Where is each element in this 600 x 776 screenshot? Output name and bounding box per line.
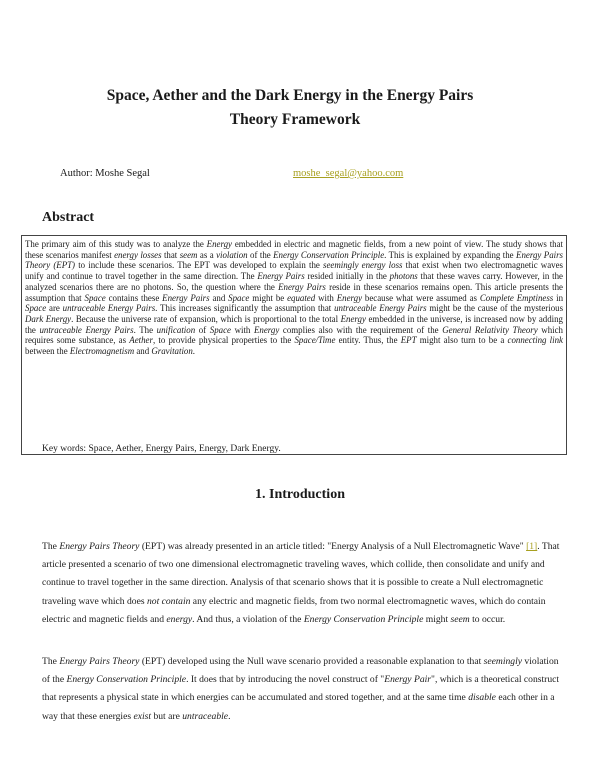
- keywords: Key words: Space, Aether, Energy Pairs, Energy, Dark Energy.: [42, 444, 281, 454]
- intro-paragraph-1: The Energy Pairs Theory (EPT) was already presented in an article titled: "Energy Analysis of a Null Electromagnetic Wave" [1]. That article presented a scenario of two one dimensional electromagnetic traveling waves, which collide, then consolidate and unify and continue to travel together in the same direction. Analysis of that scenario shows that it is possible to create a Null electromagnetic traveling wave which does not contain any electric and magnetic fields, from two normal electromagnetic waves, which do contain electric and magnetic fields and energy. And thus, a violation of the Energy Conservation Principle might seem to occur.: [42, 541, 560, 625]
- abstract-box: The primary aim of this study was to analyze the Energy embedded in electric and magnetic fields, from a new point of view. The study shows that these scenarios manifest energy losses that seem as a violation of the Energy Conservation Principle. This is explained by expanding the Energy Pairs Theory (EPT) to include these scenarios. The EPT was developed to explain the seemingly energy loss that exist when two electromagnetic waves unify and continue to travel together in the same direction. The Energy Pairs resided initially in the photons that these waves carry. However, in the analyzed scenarios there are no photons. So, the question where the Energy Pairs reside in these scenarios remains open. This article presents the assumption that Space contains these Energy Pairs and Space might be equated with Energy because what were assumed as Complete Emptiness in Space are untraceable Energy Pairs. This increases significantly the assumption that untraceable Energy Pairs might be the cause of the mysterious Dark Energy. Because the universe rate of expansion, which is proportional to the total Energy embedded in the universe, is increased now by adding the untraceable Energy Pairs. The unification of Space with Energy complies also with the requirement of the General Relativity Theory which requires some substance, as Aether, to provide physical properties to the Space/Time entity. Thus, the EPT might also turn to be a connecting link between the Electromagnetism and Gravitation.: [21, 235, 567, 455]
- paper-title: [20, 84, 560, 132]
- author-email-link[interactable]: moshe_segal@yahoo.com: [293, 168, 404, 179]
- abstract-heading: Abstract: [42, 210, 95, 225]
- section-heading-introduction: 1. Introduction: [255, 487, 345, 502]
- title-line-1: Space, Aether and the Dark Energy in the Energy Pairs: [106, 87, 474, 104]
- author-name: Author: Moshe Segal: [60, 168, 150, 179]
- reference-link-1[interactable]: [1]: [526, 541, 538, 552]
- intro-paragraph-2: The Energy Pairs Theory (EPT) developed using the Null wave scenario provided a reasonable explanation to that seemingly violation of the Energy Conservation Principle. It does that by introducing the novel construct of "Energy Pair", which is a theoretical construct that represents a physical state in which energies can be accumulated and stored together, and at the same time disable each other in a way that these energies exist but are untraceable.: [42, 656, 560, 722]
- title-line-2: Theory Framework: [229, 111, 361, 128]
